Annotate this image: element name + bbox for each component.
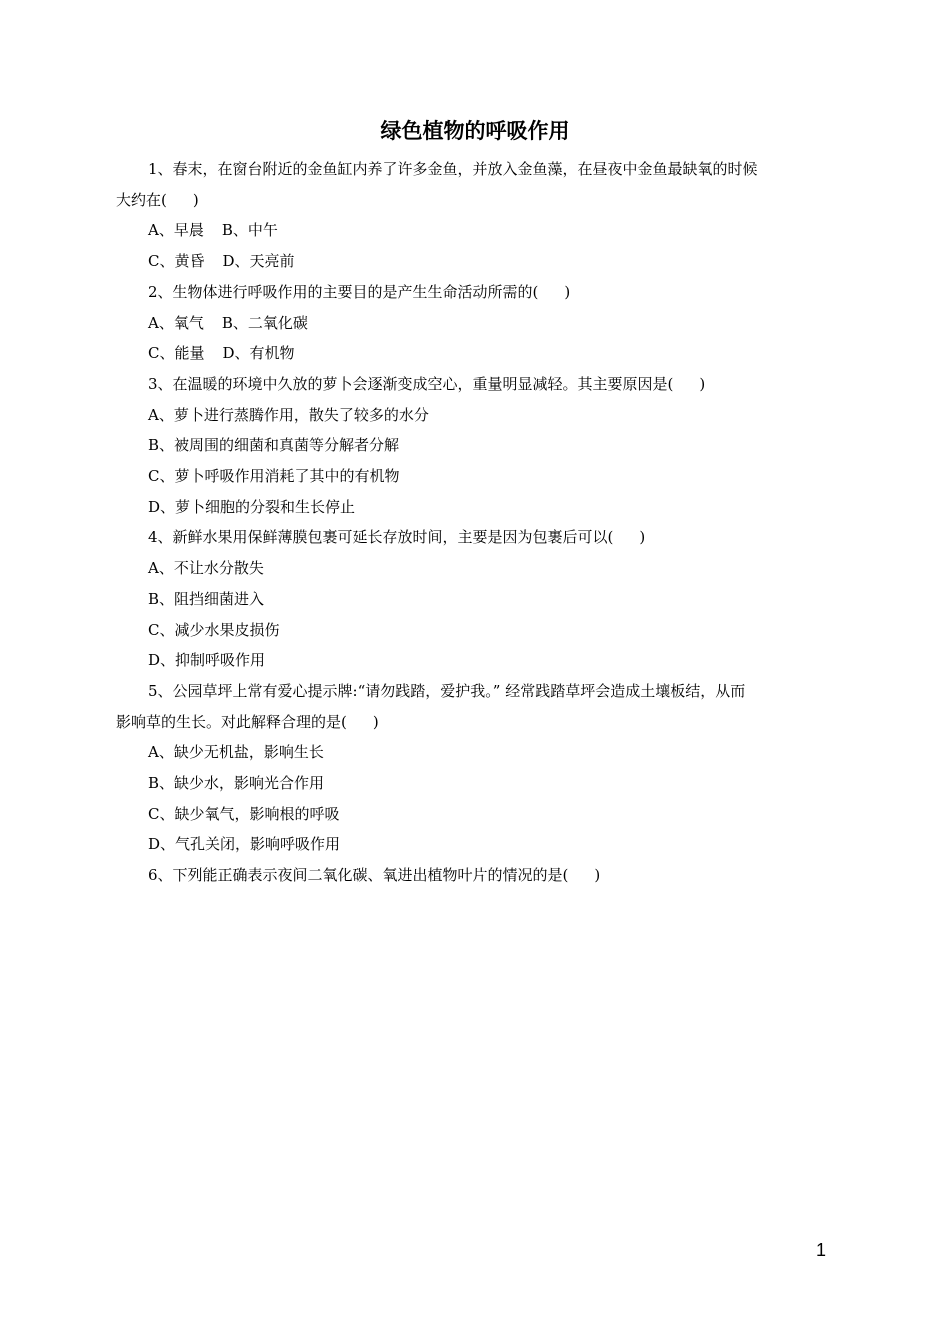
question-5-stem-continuation: 影响草的生长。对此解释合理的是( ) xyxy=(116,712,379,731)
question-1-stem xyxy=(116,154,832,185)
option-d: D、天亮前 xyxy=(222,252,295,271)
option-a: A、早晨 xyxy=(148,221,204,240)
option-b: B、二氧化碳 xyxy=(221,313,308,332)
question-2-options-row-1 xyxy=(116,308,832,339)
question-2-options-row-2 xyxy=(116,338,832,369)
option-b: B、中午 xyxy=(221,221,278,240)
option-c: C、黄昏 xyxy=(148,252,205,271)
question-3-option-b: B、被周围的细菌和真菌等分解者分解 xyxy=(148,436,400,455)
question-4-option-c: C、减少水果皮损伤 xyxy=(148,620,280,639)
question-2-stem: 2、生物体进行呼吸作用的主要目的是产生生命活动所需的( ) xyxy=(148,282,571,301)
question-4-option-d: D、抑制呼吸作用 xyxy=(148,651,266,670)
question-4-option-a: A、不让水分散失 xyxy=(148,559,264,578)
question-1-options-row-1 xyxy=(116,215,832,246)
question-3-stem: 3、在温暖的环境中久放的萝卜会逐渐变成空心，重量明显减轻。其主要原因是( ) xyxy=(148,374,706,393)
option-c: C、能量 xyxy=(148,344,205,363)
question-6-stem: 6、下列能正确表示夜间二氧化碳、氧进出植物叶片的情况的是( ) xyxy=(148,866,601,885)
question-5-option-a: A、缺少无机盐，影响生长 xyxy=(148,743,324,762)
question-1-options-row-2 xyxy=(116,246,832,277)
question-5-stem-line1: 5、公园草坪上常有爱心提示牌:“请勿践踏，爱护我。” 经常践踏草坪会造成土壤板结，从而 xyxy=(148,681,746,700)
question-list xyxy=(116,154,832,891)
question-3-option-c: C、萝卜呼吸作用消耗了其中的有机物 xyxy=(148,467,400,486)
question-4-stem: 4、新鲜水果用保鲜薄膜包裹可延长存放时间，主要是因为包裹后可以( ) xyxy=(148,528,646,547)
question-3-option-a: A、萝卜进行蒸腾作用，散失了较多的水分 xyxy=(148,405,429,424)
question-5-option-c: C、缺少氧气，影响根的呼吸 xyxy=(148,804,340,823)
page-number: 1 xyxy=(816,1240,827,1260)
question-1-stem-line1: 1、春末，在窗台附近的金鱼缸内养了许多金鱼，并放入金鱼藻，在昼夜中金鱼最缺氧的时候 xyxy=(148,160,758,178)
question-1-stem-continuation: 大约在( ) xyxy=(116,190,199,209)
question-3-option-d: D、萝卜细胞的分裂和生长停止 xyxy=(148,497,356,516)
question-5-option-b: B、缺少水，影响光合作用 xyxy=(148,774,325,793)
option-d: D、有机物 xyxy=(222,344,295,363)
page-title: 绿色植物的呼吸作用 xyxy=(380,119,570,143)
option-a: A、氧气 xyxy=(148,313,204,332)
question-4-option-b: B、阻挡细菌进入 xyxy=(148,589,265,608)
question-5-stem xyxy=(116,676,832,707)
question-5-option-d: D、气孔关闭，影响呼吸作用 xyxy=(148,835,341,854)
